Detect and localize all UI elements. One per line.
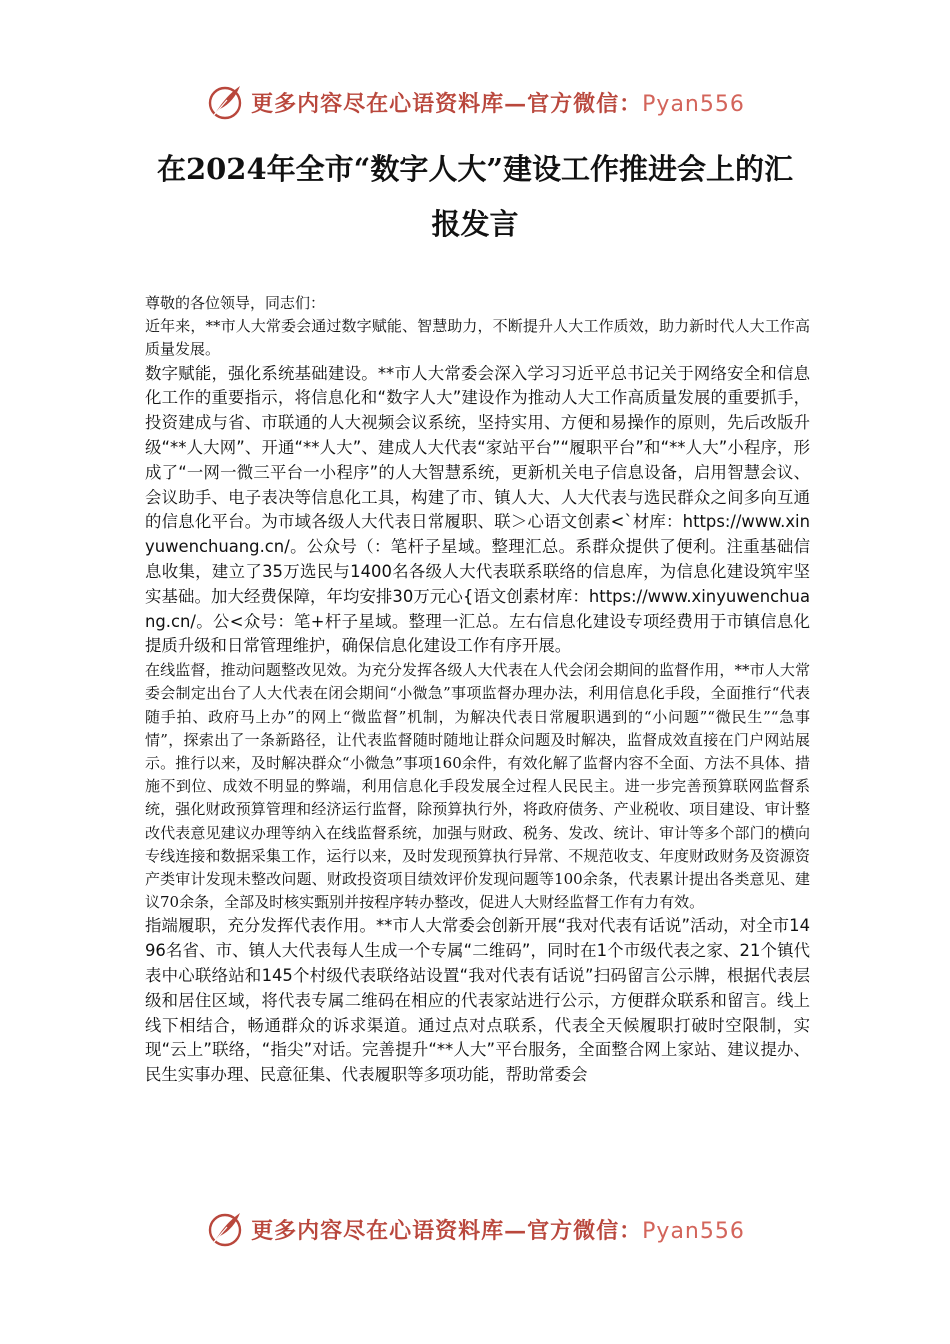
wechat-id: Pyan556 xyxy=(642,1218,745,1244)
digital-empowerment-paragraph: 数字赋能，强化系统基础建设。**市人大常委会深入学习习近平总书记关于网络安全和信息化工作的重要指示，将信息化和“数字人大”建设作为推动人大工作高质量发展的重要抓手，投资建成与省、市联通的人大视频会议系统，坚持实用、方便和易操作的原则，先后改版升级“**人大网”、开通“**人大”、建成人大代表“家站平台”“履职平台”和“**人大”小程序，形成了“一网一微三平台一小程序”的人大智慧系统，更新机关电子信息设备，启用智慧会议、会议助手、电子表决等信息化工具，构建了市、镇人大、人大代表与选民群众之间多向互通的信息化平台。为市域各级人大代表日常履职、联＞心语文创素<`材库：https://www.xinyuwenchuang.cn/。公众号（：笔杆子星域。整理汇总。系群众提供了便利。注重基础信息收集，建立了35万选民与1400名各级人大代表联系联络的信息库，为信息化建设筑牢坚实基础。加大经费保障，年均安排30万元心{语文创素材库：https://www.xinyuwenchuang.cn/。公<众号：笔+杆子星域。整理一汇总。左右信息化建设专项经费用于市镇信息化提质升级和日常管理维护，确保信息化建设工作有序开展。 xyxy=(145,363,810,656)
feather-pen-logo-icon xyxy=(205,82,245,122)
banner-text: 更多内容尽在心语资料库—官方微信：Pyan556 xyxy=(251,1217,745,1244)
document-body xyxy=(145,292,810,1088)
fingertip-duty-paragraph: 指端履职，充分发挥代表作用。**市人大常委会创新开展“我对代表有话说”活动，对全市1496名省、市、镇人大代表每人生成一个专属“二维码”，同时在1个市级代表之家、21个镇代表中心联络站和145个村级代表联络站设置“我对代表有话说”扫码留言公示牌，根据代表层级和居住区域，将代表专属二维码在相应的代表家站进行公示，方便群众联系和留言。线上线下相结合，畅通群众的诉求渠道。通过点对点联系，代表全天候履职打破时空限制，实现“云上”联络，“指尖”对话。完善提升“**人大”平台服务，全面整合网上家站、建议提办、民生实事办理、民意征集、代表履职等多项功能，帮助常委会 xyxy=(145,916,810,1085)
banner-text: 更多内容尽在心语资料库—官方微信：Pyan556 xyxy=(251,90,745,117)
feather-pen-logo-icon xyxy=(205,1209,245,1249)
page-title xyxy=(120,142,830,252)
header-watermark-banner xyxy=(0,80,950,124)
footer-watermark-banner xyxy=(0,1207,950,1251)
wechat-id: Pyan556 xyxy=(642,91,745,117)
title-line-2: 报发言 xyxy=(431,207,519,241)
online-supervision-paragraph: 在线监督，推动问题整改见效。为充分发挥各级人大代表在人代会闭会期间的监督作用，**市人大常委会制定出台了人大代表在闭会期间“小微急”事项监督办理办法，利用信息化手段，全面推行“代表随手拍、政府马上办”的网上“微监督”机制，为解决代表日常履职遇到的“小问题”“微民生”“急事情”，探索出了一条新路径，让代表监督随时随地让群众问题及时解决，监督成效直接在门户网站展示。推行以来，及时解决群众“小微急”事项160余件，有效化解了监督内容不全面、方法不具体、措施不到位、成效不明显的弊端，利用信息化手段发展全过程人民民主。进一步完善预算联网监督系统，强化财政预算管理和经济运行监督，除预算执行外，将政府债务、产业税收、项目建设、审计整改代表意见建议办理等纳入在线监督系统，加强与财政、税务、发改、统计、审计等多个部门的横向专线连接和数据采集工作，运行以来，及时发现预算执行异常、不规范收支、年度财政财务及资源资产类审计发现未整改问题、财政投资项目绩效评价发现问题等100余条，代表累计提出各类意见、建议70余条，全部及时核实甄别并按程序转办整改，促进人大财经监督工作有力有效。 xyxy=(145,661,810,912)
title-line-1: 在2024年全市“数字人大”建设工作推进会上的汇 xyxy=(156,152,794,186)
greeting-paragraph: 尊敬的各位领导，同志们： xyxy=(145,294,326,312)
intro-paragraph: 近年来，**市人大常委会通过数字赋能、智慧助力，不断提升人大工作质效，助力新时代人大工作高质量发展。 xyxy=(145,317,810,359)
